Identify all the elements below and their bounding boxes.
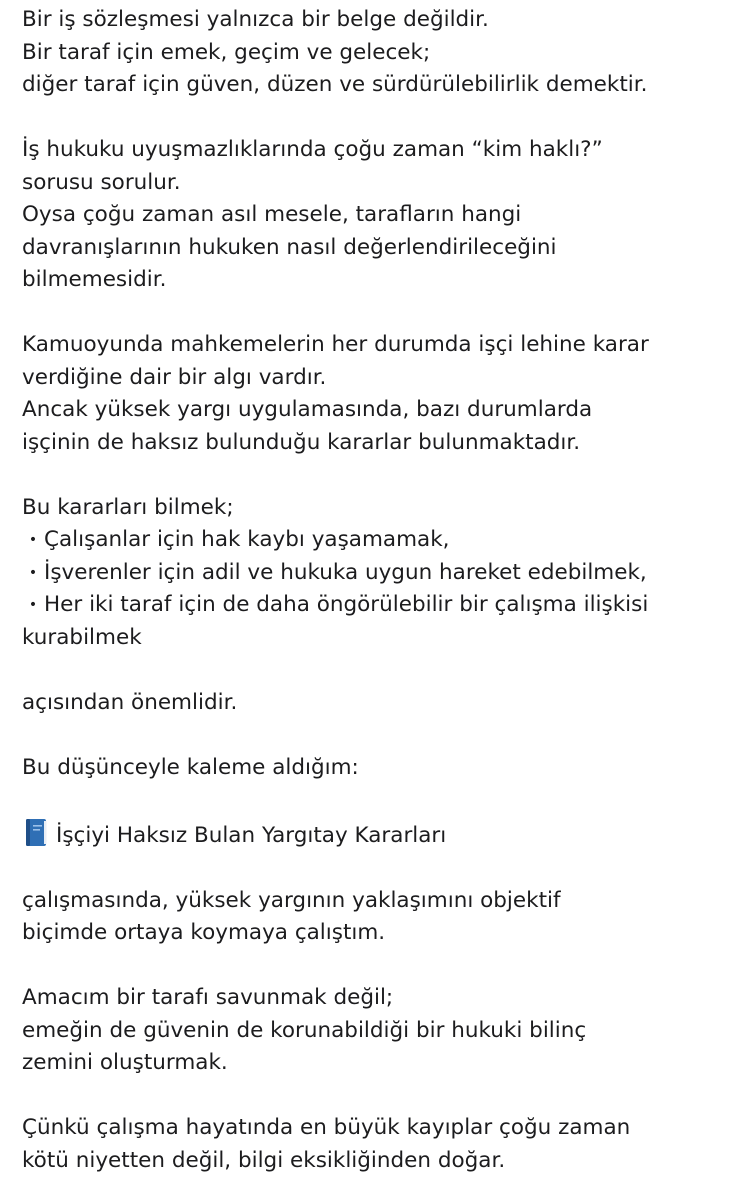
paragraph-4: [22, 885, 744, 950]
spacer: [22, 1080, 744, 1113]
bullet-dot: •: [28, 597, 38, 613]
bullet-text: Her iki taraf için de daha öngörülebilir bir çalışma ilişkisi: [44, 592, 649, 617]
spacer: [22, 459, 744, 492]
spacer: [22, 784, 744, 817]
text-line: Bir iş sözleşmesi yalnızca bir belge değildir.: [22, 7, 489, 32]
spacer: [22, 297, 744, 330]
spacer: [22, 102, 744, 135]
paragraph-5: [22, 982, 744, 1080]
paragraph-6: [22, 1112, 744, 1177]
text-line: İş hukuku uyuşmazlıklarında çoğu zaman “kim haklı?”: [22, 137, 603, 162]
bullet-text: Çalışanlar için hak kaybı yaşamamak,: [44, 527, 450, 552]
list-conclusion: açısından önemlidir.: [22, 689, 238, 715]
bullet-item: [22, 589, 744, 622]
bullet-text: İşverenler için adil ve hukuka uygun hareket edebilmek,: [44, 559, 647, 585]
spacer: [22, 719, 744, 752]
text-line: diğer taraf için güven, düzen ve sürdürülebilirlik demektir.: [22, 72, 648, 97]
bullet-dot: •: [28, 532, 38, 548]
text-line: işçinin de haksız bulunduğu kararlar bulunmaktadır.: [22, 429, 581, 455]
text-line: biçimde ortaya koymaya çalıştım.: [22, 920, 386, 945]
book-title: İşçiyi Haksız Bulan Yargıtay Kararları: [56, 822, 447, 848]
spacer: [22, 654, 744, 687]
book-title-line: [22, 817, 744, 853]
text-line: çalışmasında, yüksek yargının yaklaşımını objektif: [22, 887, 561, 913]
text-line: Amacım bir tarafı savunmak değil;: [22, 985, 394, 1010]
text-line: Bir taraf için emek, geçim ve gelecek;: [22, 39, 431, 65]
blue-book-icon: [22, 817, 48, 848]
paragraph-1: [22, 4, 744, 102]
list-intro: Bu kararları bilmek;: [22, 494, 234, 520]
spacer: [22, 852, 744, 885]
paragraph-3: [22, 329, 744, 459]
text-line: davranışlarının hukuken nasıl değerlendirileceğini: [22, 234, 557, 260]
bullet-item: [22, 524, 744, 557]
text-line: sorusu sorulur.: [22, 169, 181, 195]
bullet-dot: •: [28, 564, 38, 581]
text-line: verdiğine dair bir algı vardır.: [22, 364, 327, 390]
post-body: [22, 4, 744, 1177]
text-line: Oysa çoğu zaman asıl mesele, tarafların hangi: [22, 202, 522, 227]
bullet-continuation: kurabilmek: [22, 624, 142, 650]
text-line: Çünkü çalışma hayatında en büyük kayıplar çoğu zaman: [22, 1115, 631, 1140]
text-line: emeğin de güvenin de korunabildiği bir hukuki bilinç: [22, 1017, 587, 1043]
text-line: Kamuoyunda mahkemelerin her durumda işçi lehine karar: [22, 332, 649, 357]
paragraph-2: [22, 134, 744, 297]
text-line: Ancak yüksek yargı uygulamasında, bazı durumlarda: [22, 397, 593, 422]
bullet-section: [22, 492, 744, 655]
spacer: [22, 950, 744, 983]
text-line: zemini oluşturmak.: [22, 1050, 228, 1075]
intro-line: Bu düşünceyle kaleme aldığım:: [22, 754, 359, 780]
bullet-item: [22, 557, 744, 590]
text-line: bilmemesidir.: [22, 267, 167, 292]
text-line: kötü niyetten değil, bilgi eksikliğinden doğar.: [22, 1147, 506, 1173]
